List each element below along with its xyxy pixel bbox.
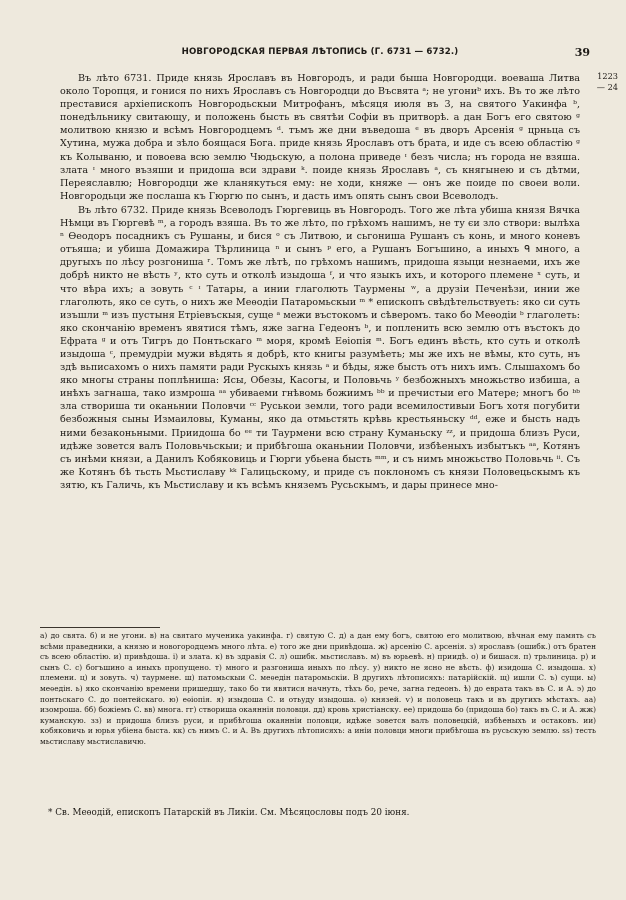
running-title: НОВГОРОДСКАЯ ПЕРВАЯ ЛѢТОПИСЬ (Г. 6731 — 6732.)	[181, 47, 459, 57]
margin-years	[590, 71, 618, 92]
chronicle-text	[60, 72, 580, 492]
page-number: 39	[574, 46, 590, 59]
chronicle-paragraph-6731: Въ лѣто 6731. Приде князь Ярославъ въ Новгородъ, и ради быша Новгородци. воеваша Литва около Торопця, и гонися по нихъ Ярославъ съ Новгородци до Въсвята ᵃ; не угониᵇ ихъ. Въ то же лѣто преставися архіепископъ Новгородьскыи Митрофанъ, мѣсяця июля въ 3, на святого Уакинфа ᵇ, понедѣльнику свитающу, и положень бысть въ святѣи Софіи въ притворѣ. а дан Богъ его святою ᵍ молитвою князю и всѣмъ Новгородцемъ ᵈ. тъмъ же дни въведоша ᵉ въ дворъ Арсенія ᵍ црньца съ Хутина, мужа добра и зѣло боящася Бога. приде князь Ярославъ отъ брата, и иде съ всею областію ᵍ къ Колываню, и повоева всю землю Чюдьскую, а полона приведе ᶦ безъ числа; нъ города не взяша. злата ᶦ много възяши и придоша вси здрави ᵏ. поиде князь Ярославъ ᵃ, съ княгынею и съ дѣтми, Переяславлю; Новгородци же кланякуться ему: не ходи, княже — онъ же поиде по своеи воли. Новгородьци же послаша къ Гюргю по сынъ, и дасть имъ опять сынъ свои Всеволодъ.	[60, 73, 580, 202]
page-header	[40, 47, 600, 61]
chronicle-paragraph-6732: Въ лѣто 6732. Приде князь Всеволодъ Гюргевиць въ Новгородъ. Того же лѣта убиша князя Вячка Нѣмци въ Гюргевѣ ᵐ, а городъ взяша. Въ то же лѣто, по грѣхомъ нашимъ, не ту єи зло створи: вылѣха ⁿ Ѳеодоръ посадникъ съ Рушаны, и бися ᵒ съ Литвою, и сьгониша Рушанъ съ конь, и много коневъ отъяша; и убиша Домажира Тѣрлиница ⁿ и сынъ ᵖ его, а Рушанъ Богъшино, а иныхъ ᑫ много, а другыхъ по лѣсу розгониша ʳ. Томъ же лѣтѣ, по грѣхомъ нашимъ, придоша языци незнаеми, ихъ же добрѣ никто не вѣсть ʸ, кто суть и отколѣ изыдоша ᶠ, и что языкъ ихъ, и которого племене ˣ суть, и что вѣра ихъ; а зовуть ᶜ ᶦ Татары, а инии глаголють Таурмены ʷ, а друзіи Печенѣзи, инии же глаголють, яко се суть, о нихъ же Меѳодіи Патаромьскыи ᵐ * епископъ свѣдѣтельствуеть: яко си суть изъшли ᵐ изъ пустыня Етріевъскыя, суще ᵃ межи въстокомъ и сѣверомъ. тако бо Меѳодіи ᵇ глаголеть: яко скончанію временъ явятися тѣмъ, яже загна Гедеонъ ᵇ, и попленить всю землю отъ въстокъ до Ефрата ᵍ и отъ Тигръ до Понтьскаго ᵐ моря, кромѣ Еѳіопія ᵐ. Богъ единъ вѣсть, кто суть и отколѣ изыдоша ᶜ, премудріи мужи вѣдять я добрѣ, кто книгы разумѣеть; мы же ихъ не вѣмы, кто суть, нъ здѣ вьписахомъ о нихъ памяти ради Рускыхъ князь ᵃ и бѣды, яже бысть отъ нихъ имъ. Слышахомъ бо яко многы страны поплѣниша: Ясы, Обезы, Касогы, и Половьчь ʸ безбожныхъ множьство избиша, а инѣхъ загнаша, тако измроша ᵃᵃ убиваеми гнѣвомь божиимъ ᵇᵇ и пречистыи его Матере; многъ бо ᵇᵇ зла створиша ти оканьнии Половчи ᶜᶜ Руськои земли, того ради всемилостивыи Богъ хотя погубити безбожныя сыны Измаиловы, Куманы, яко да отмьстять крѣвь крестьяньску ᵈᵈ, еже и бысть надъ ними безаконьными. Приидоша бо ᵉᵉ ти Таурмени всю страну Куманьску ᶻᶻ, и придоша близъ Руси, идѣже зовется валъ Половьчьскыи; и прибѣгоша оканьнии Половчи, избѣеныхъ избытъкъ ᵃᵃ, Котянъ съ инѣми князи, а Данилъ Кобяковиць и Гюрги убьена бысть ᵐᵐ, и съ нимъ множьство Половьчь ⁱⁱ. Съ же Котянъ бѣ тьсть Мьстиславу ᵏᵏ Галицьскому, и приде съ поклономъ съ князи Половецьскымъ къ зятю, къ Галичь, къ Мьстиславу и къ всѣмъ княземъ Русьскымъ, и дары принесе мно-	[60, 204, 580, 491]
margin-year-start: 1223	[597, 71, 618, 81]
variant-notes	[40, 631, 596, 748]
footnote: * Св. Меѳодій, епископъ Патарскій въ Ликіи. См. Мѣсяцословы подъ 20 іюня.	[48, 808, 410, 818]
margin-year-end: — 24	[596, 81, 618, 92]
variant-notes-text: а) до свята. б) и не угони. в) на святаго мученика уакинфа. г) святую С. д) а дан ему богъ, святою его молитвою, вѣчная ему память съ всѣми праведники, а князю и новогородцемъ много лѣта. е) того же дни привѣдоша. ж) арсенію С. арсенія. з) ярославъ (ошибк.) отъ братен съ всею областію. и) привѣдоша. і) и злата. к) въ здравія С. л) ошибк. мьстиславъ. м) въ юрьевѣ. н) приидѣ. о) и бишася. п) трьлиница. р) и сынъ С. с) богъшино а иныхъ пропущено. т) много и разгониша иныхъ по лѣсу. у) никто не ясно не вѣсть. ф) изидоша С. изыдоша. х) племени. ц) и зовуть. ч) таурмене. ш) патомьскыи С. меѳедін патаромьскіи. В другихъ лѣтописяхъ: патарійскій. щ) ишли С. ъ) сущи. ы) меѳедін. ь) яко скончанію времени пришедшу, тако бо ти явятися начнуть, тѣхъ бо, рече, загна гедеонъ. ѣ) до еврата такъ въ С. и А. э) до понтьскаго С. до понтейскаго. ю) еѳіопія. я) изыдоша С. и отьуду изыдоша. ѳ) князей. ѵ) и половець такъ и въ другихъ мѣстахъ. аа) изомроша. бб) божіемъ С. вв) многа. гг) створиша окаяннія половци. дд) кровь христіанску. ее) придоша бо (придоша бо) такъ въ С. и А. жж) куманскую. зз) и придоша близъ руси, и прибѣгоша окаянніи половци, идѣже зовется валъ половецкій, избѣеныхъ и остаковъ. ии) кобяковичь и юрья убіена быста. кк) съ нимъ С. и А. Въ другихъ лѣтописяхъ: а иніи половци многи прибѣгоша въ русьскую землю. ѕѕ) тесть мьстиславу мьстиславичю.	[40, 631, 596, 746]
notes-divider	[40, 627, 160, 628]
